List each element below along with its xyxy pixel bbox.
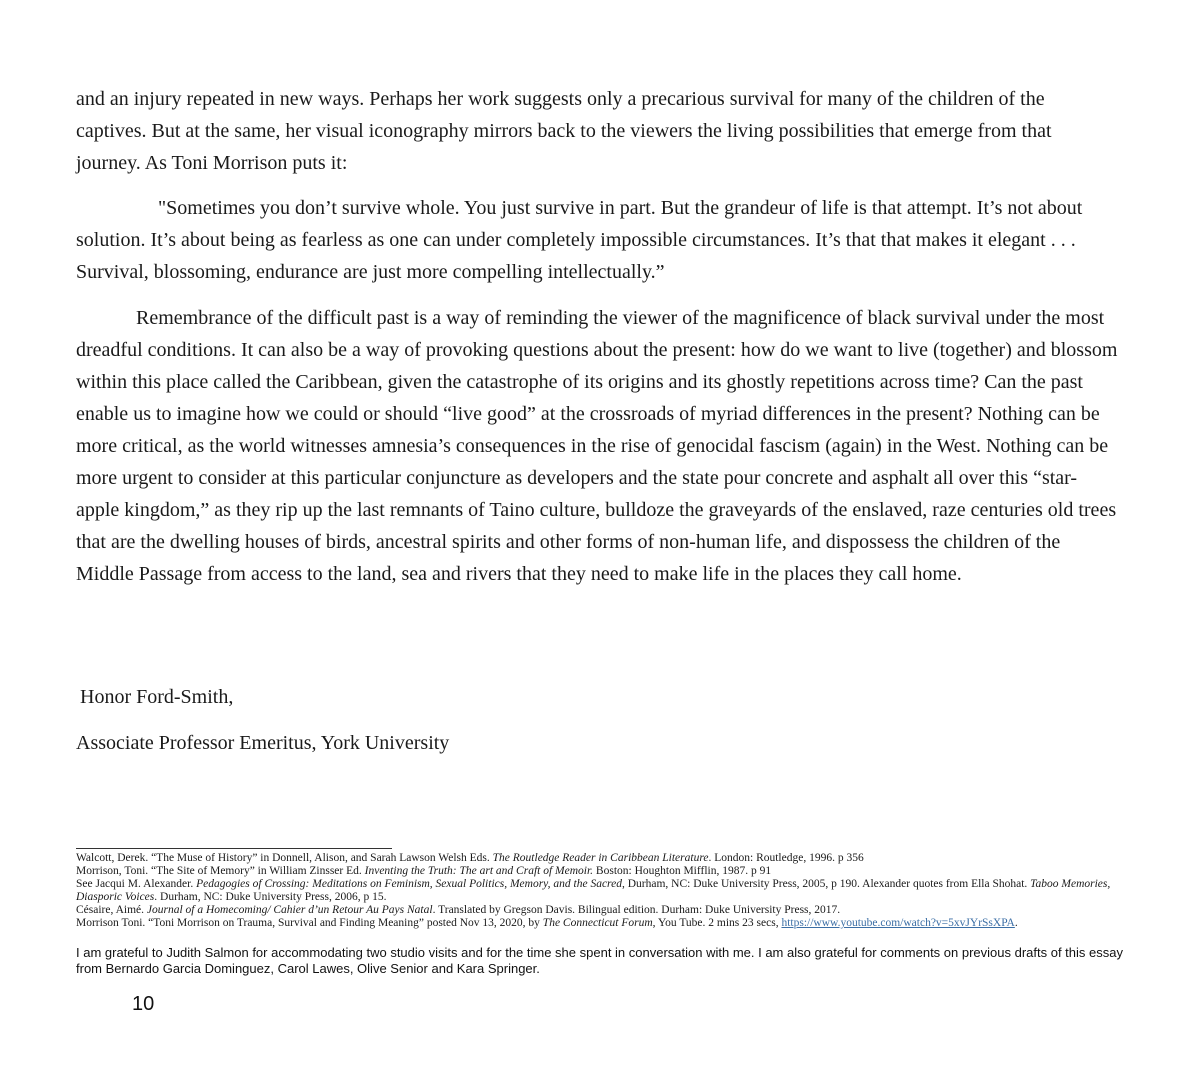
- author-title: Associate Professor Emeritus, York University: [76, 732, 450, 754]
- body-paragraph-3: Remembrance of the difficult past is a way of reminding the viewer of the magnificence of black survival under the most dreadful conditions. It can also be a way of provoking questions about the present: how do we want to live (together) and blossom within this place called the Caribbean, given the catastrophe of its origins and its ghostly repetitions across time? Can the past enable us to imagine how we could or should “live good” at the crossroads of myriad differences in the present? Nothing can be more critical, as the world witnesses amnesia’s consequences in the rise of genocidal fascism (again) in the West. Nothing can be more urgent to consider at this particular conjuncture as developers and the state pour concrete and asphalt all over this “star-apple kingdom,” as they rip up the last remnants of Taino culture, bulldoze the graveyards of the enslaved, raze centuries old trees that are the dwelling houses of birds, ancestral spirits and other forms of non-human life, and dispossess the children of the Middle Passage from access to the land, sea and rivers that they need to make life in the places they call home.: [76, 307, 1118, 585]
- footnote-5-end: .: [1014, 917, 1018, 929]
- footnote-divider: [76, 848, 392, 849]
- youtube-link[interactable]: https://www.youtube.com/watch?v=5xvJYrSsXPA: [781, 917, 1015, 929]
- footnote-5-text: Morrison Toni. “Toni Morrison on Trauma, Survival and Finding Meaning” posted Nov 13, 2020, by: [76, 917, 543, 929]
- footnote-2-rest: Boston: Houghton Mifflin, 1987. p 91: [593, 865, 772, 877]
- footnote-3-end: . Durham, NC: Duke University Press, 2006, p 15.: [154, 891, 387, 903]
- page-number: 10: [132, 993, 155, 1015]
- footnote-3-rest: , Durham, NC: Duke University Press, 2005, p 190. Alexander quotes from Ella Shohat.: [621, 878, 1031, 890]
- footnote-2: [76, 865, 1120, 878]
- footnote-2-title: Inventing the Truth: The art and Craft of Memoir.: [364, 865, 594, 877]
- footnote-1-title: The Routledge Reader in Caribbean Literature: [492, 852, 709, 864]
- footnote-4-text: Césaire, Aimé.: [76, 904, 147, 916]
- footnote-5-rest: , You Tube. 2 mins 23 secs,: [652, 917, 782, 929]
- footnote-5: [76, 917, 1120, 930]
- footnote-3-title-2: Taboo Memories, Diasporic Voices: [76, 878, 1111, 903]
- footnote-1-rest: . London: Routledge, 1996. p 356: [708, 852, 864, 864]
- author-name: Honor Ford-Smith,: [80, 686, 234, 708]
- footnote-1: [76, 852, 1120, 865]
- footnote-2-text: Morrison, Toni. “The Site of Memory” in William Zinsser Ed.: [76, 865, 365, 877]
- footnote-4-title: Journal of a Homecoming/ Cahier d’un Retour Au Pays Natal: [146, 904, 433, 916]
- footnote-5-title: The Connecticut Forum: [542, 917, 653, 929]
- block-quote: "Sometimes you don’t survive whole. You just survive in part. But the grandeur of life is that attempt. It’s not about solution. It’s about being as fearless as one can under completely impossible circumstances. It’s that that makes it elegant . . . Survival, blossoming, endurance are just more compelling intellectually.”: [76, 197, 1083, 283]
- footnote-3: [76, 878, 1120, 904]
- footnote-3-text: See Jacqui M. Alexander.: [76, 878, 197, 890]
- acknowledgement-note: I am grateful to Judith Salmon for accommodating two studio visits and for the time she spent in conversation with me. I am also grateful for comments on previous drafts of this essay from Bernardo Garcia Dominguez, Carol Lawes, Olive Senior and Kara Springer.: [76, 945, 1123, 976]
- footnote-4-rest: . Translated by Gregson Davis. Bilingual edition. Durham: Duke University Press, 2017.: [432, 904, 841, 916]
- footnotes: [76, 852, 1120, 930]
- footnote-4: [76, 904, 1120, 917]
- body-paragraph-1: and an injury repeated in new ways. Perhaps her work suggests only a precarious survival for many of the children of the captives. But at the same, her visual iconography mirrors back to the viewers the living possibilities that emerge from that journey. As Toni Morrison puts it:: [76, 88, 1052, 174]
- footnote-1-text: Walcott, Derek. “The Muse of History” in Donnell, Alison, and Sarah Lawson Welsh Eds.: [76, 852, 493, 864]
- footnote-3-title: Pedagogies of Crossing: Meditations on Feminism, Sexual Politics, Memory, and the Sacred: [196, 878, 622, 890]
